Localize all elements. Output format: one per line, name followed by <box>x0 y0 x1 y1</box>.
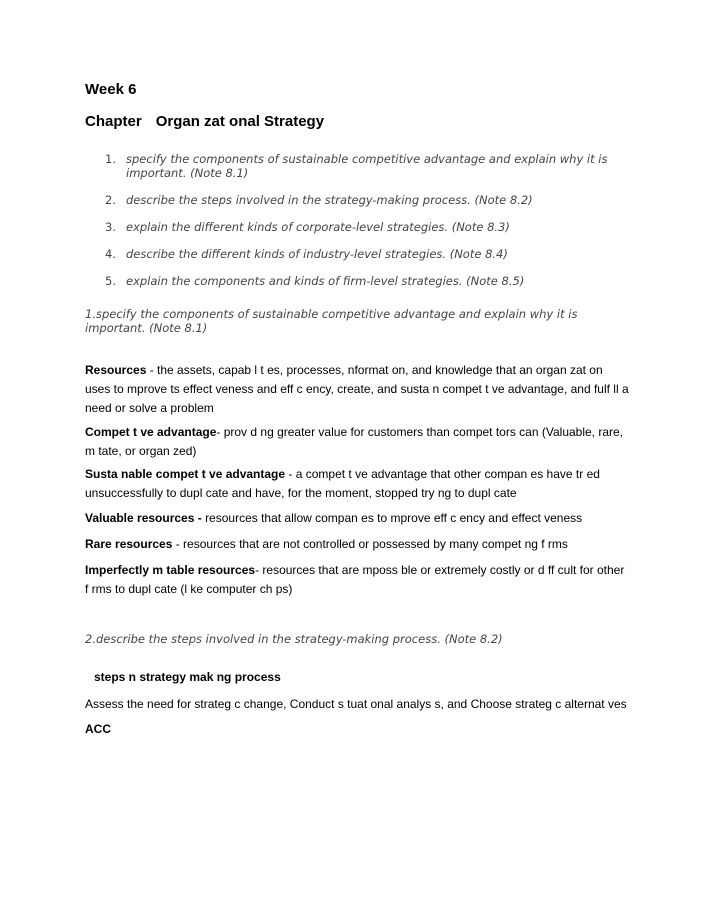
definition-term: Susta nable compet t ve advantage <box>85 467 286 481</box>
list-number: 4. <box>105 247 116 261</box>
list-number: 3. <box>105 220 116 234</box>
section-1-heading: 1.specify the components of sustainable competitive advantage and explain why it is important. (Note 8.1) <box>85 307 578 335</box>
definition-term: Rare resources <box>85 537 173 551</box>
learning-objectives-list <box>85 152 645 288</box>
chapter-label: Chapter <box>85 113 142 130</box>
definition-text: - resources that are not controlled or possessed by many compet ng f rms <box>172 537 568 551</box>
definition-text: resources that allow compan es to mprove eff c ency and effect veness <box>205 511 583 525</box>
chapter-title: Organ zat onal Strategy <box>155 113 325 130</box>
definition-rare-resources <box>85 535 630 554</box>
definition-text: - resources that are mposs ble or extremely costly or d ff cult for other f rms to dupl cate (l ke computer ch ps) <box>85 563 625 596</box>
objective-text: describe the different kinds of industry-level strategies. (Note 8.4) <box>126 247 508 261</box>
steps-text: Assess the need for strateg c change, Conduct s tuat onal analys s, and Choose strateg c alternat ves <box>85 697 627 711</box>
definition-term: Resources <box>85 363 147 377</box>
definition-term: Imperfectly m table resources <box>85 563 256 577</box>
list-item <box>85 247 645 261</box>
definition-text: - the assets, capab l t es, processes, nformat on, and knowledge that an organ zat on uses to mprove ts effect veness and eff c ency, create, and susta n compet t ve advantage, and fulf ll a need or solve a problem <box>85 363 629 415</box>
definition-resources <box>85 361 630 418</box>
objective-text: explain the components and kinds of firm-level strategies. (Note 8.5) <box>126 274 525 288</box>
definition-sustainable-competitive-advantage <box>85 465 630 503</box>
list-number: 1. <box>105 152 116 166</box>
list-item <box>85 152 645 180</box>
definition-competitive-advantage <box>85 423 630 461</box>
section-2-heading: 2.describe the steps involved in the strategy-making process. (Note 8.2) <box>85 632 503 646</box>
objective-text: describe the steps involved in the strategy-making process. (Note 8.2) <box>126 193 533 207</box>
objective-text: specify the components of sustainable competitive advantage and explain why it is important. (Note 8.1) <box>126 152 608 180</box>
steps-heading: steps n strategy mak ng process <box>94 670 281 684</box>
definition-text: - prov d ng greater value for customers than compet tors can (Valuable, rare, m tate, or organ zed) <box>85 425 624 458</box>
list-item <box>85 220 645 234</box>
list-item <box>85 193 645 207</box>
chapter-heading <box>85 113 324 130</box>
definition-term: Valuable resources - <box>85 511 206 525</box>
week-heading: Week 6 <box>85 81 137 98</box>
definition-valuable-resources <box>85 509 630 528</box>
list-item <box>85 274 645 288</box>
definition-term: Compet t ve advantage <box>85 425 217 439</box>
objective-text: explain the different kinds of corporate-level strategies. (Note 8.3) <box>126 220 510 234</box>
list-number: 2. <box>105 193 116 207</box>
definition-text: - a compet t ve advantage that other compan es have tr ed unsuccessfully to dupl cate and have, for the moment, stopped try ng to dupl cate <box>85 467 600 500</box>
acc-label: ACC <box>85 722 111 736</box>
definition-imperfectly-imitable-resources <box>85 561 630 599</box>
list-number: 5. <box>105 274 116 288</box>
